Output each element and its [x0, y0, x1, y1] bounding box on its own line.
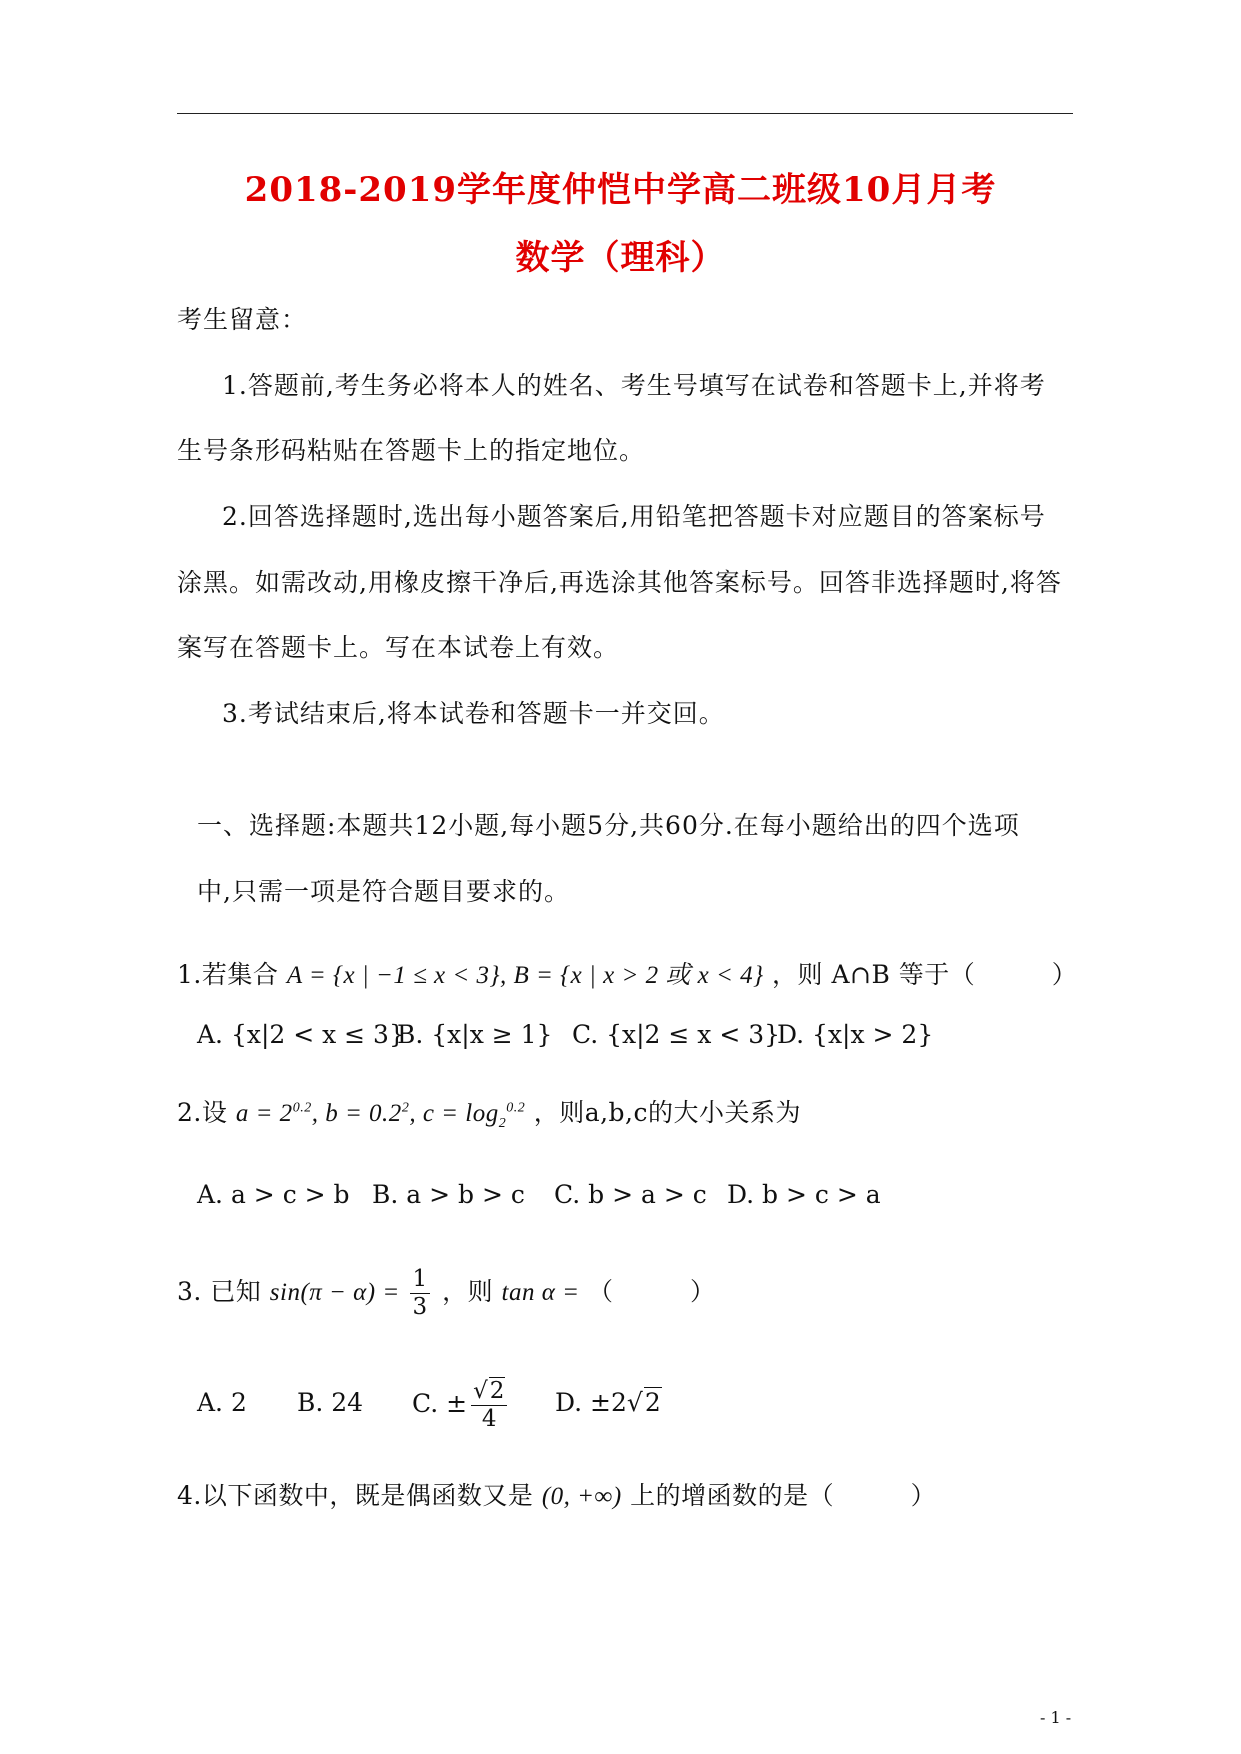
question-3-prefix: 3. 已知	[177, 1277, 262, 1306]
header-rule	[177, 113, 1073, 114]
question-2-expression: $a = 2^{0.2}$, $b = 0.2^2$, $c = \log_2^{0.2}$	[235, 1100, 526, 1131]
notice-item-2-line-1: 2.回答选择题时,选出每小题答案后,用铅笔把答题卡对应题目的答案标号	[222, 502, 1046, 531]
question-2-option-c: C. b > a > c	[554, 1180, 707, 1209]
question-4-suffix: 上的增函数的是（ ）	[630, 1481, 937, 1510]
notice-item-1-line-2: 生号条形码粘贴在答题卡上的指定地位。	[177, 436, 646, 465]
notice-heading: 考生留意：	[177, 305, 308, 334]
page-number: - 1 -	[1040, 1708, 1072, 1727]
question-1	[177, 955, 1077, 991]
section-1-intro-line-2: 中,只需一项是符合题目要求的。	[197, 877, 570, 906]
section-1-intro-line-1: 一、选择题:本题共12小题,每小题5分,共60分.在每小题给出的四个选项	[197, 811, 1020, 840]
question-3-expression: sin(π − α) =	[269, 1279, 407, 1306]
question-1-option-d: D. {x|x > 2}	[777, 1020, 934, 1049]
notice-item-3-line-1: 3.考试结束后,将本试卷和答题卡一并交回。	[222, 699, 725, 728]
question-3-tan: tan α =	[501, 1279, 580, 1306]
exam-title: 2018-2019学年度仲恺中学高二班级10月月考	[244, 170, 997, 210]
notice-item-2-line-2: 涂黑。如需改动,用橡皮擦干净后,再选涂其他答案标号。回答非选择题时,将答	[177, 568, 1062, 597]
question-2-option-a: A. a > c > b	[197, 1180, 350, 1209]
question-2-options	[197, 1180, 1057, 1214]
question-3-option-a: A. 2	[197, 1388, 247, 1417]
question-4-prefix: 4.以下函数中，既是偶函数又是	[177, 1481, 534, 1510]
question-3	[177, 1268, 715, 1319]
question-3-option-c: C. ± $\frac{√2}{4}$	[412, 1380, 511, 1431]
question-1-prefix: 1.若集合	[177, 960, 279, 989]
notice-item-2-line-3: 案写在答题卡上。写在本试卷上有效。	[177, 633, 620, 662]
question-1-option-b: B. {x|x ≥ 1}	[397, 1020, 553, 1049]
question-1-option-c: C. {x|2 ≤ x < 3}	[572, 1020, 781, 1049]
question-3-options	[197, 1380, 897, 1440]
question-2	[177, 1093, 801, 1132]
question-3-fraction: $\frac{1}{3}$	[412, 1266, 428, 1320]
exam-subtitle: 数学（理科）	[515, 238, 726, 278]
question-1-expression: A = {x | −1 ≤ x < 3}, B = {x | x > 2 或 x < 4}	[286, 962, 764, 989]
question-2-prefix: 2.设	[177, 1098, 228, 1127]
question-2-option-d: D. b > c > a	[727, 1180, 881, 1209]
question-4-interval: (0, +∞)	[541, 1483, 622, 1510]
question-1-option-a: A. {x|2 < x ≤ 3}	[197, 1020, 405, 1049]
question-1-options	[197, 1020, 1077, 1054]
question-3-paren: （ ）	[587, 1277, 716, 1306]
question-2-option-b: B. a > b > c	[372, 1180, 525, 1209]
question-3-option-b: B. 24	[297, 1388, 364, 1417]
question-1-suffix: ，则 A∩B 等于（ ）	[772, 960, 1078, 989]
question-2-suffix: ，则a,b,c的大小关系为	[533, 1098, 801, 1127]
question-4	[177, 1476, 936, 1512]
question-3-option-d: D. ±2√2	[555, 1388, 661, 1417]
question-3-suffix: ，则	[442, 1277, 494, 1306]
notice-item-1-line-1: 1.答题前,考生务必将本人的姓名、考生号填写在试卷和答题卡上,并将考	[222, 371, 1046, 400]
